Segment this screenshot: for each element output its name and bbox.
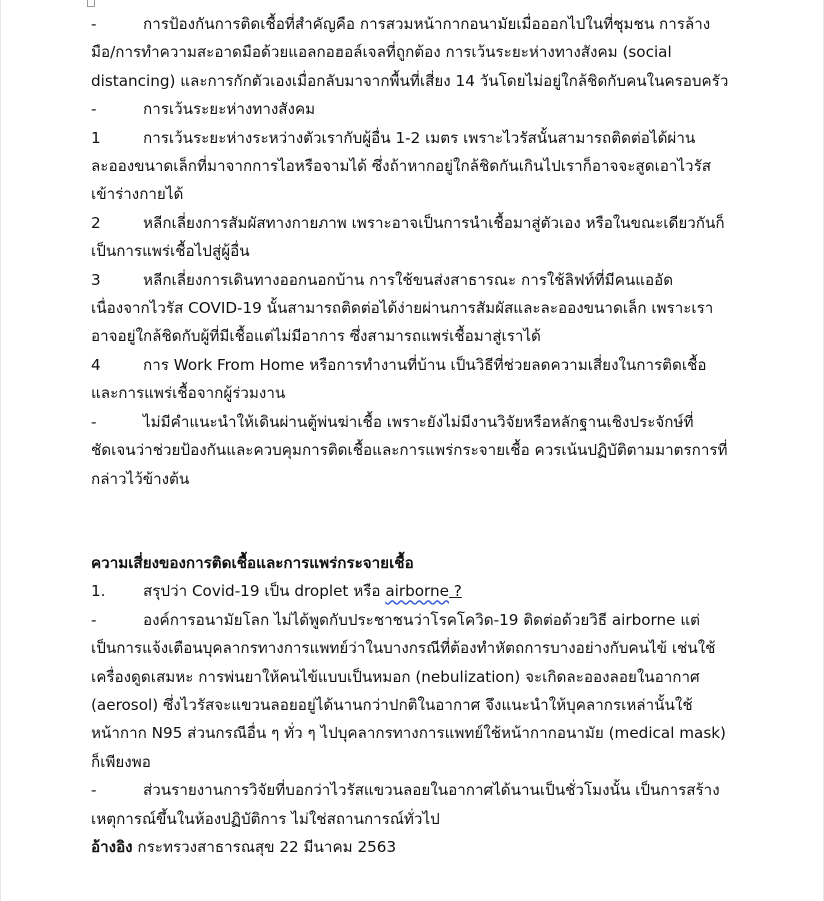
question-suffix: ? bbox=[448, 582, 462, 601]
bullet-marker: - bbox=[91, 15, 97, 33]
bullet-marker: - bbox=[91, 100, 97, 119]
number-marker: 3 bbox=[91, 270, 101, 289]
paragraph-item-2 bbox=[91, 209, 731, 266]
paragraph-text: ไม่มีคำแนะนำให้เดินผ่านตู้พ่นฆ่าเชื้อ เพราะยังไม่มีงานวิจัยหรือหลักฐานเชิงประจักษ์ที่ชัดเจนว่าช่วยป้องกันและควบคุมการติดเชื้อและการแพร่กระจายเชื้อ ควรเน้นปฏิบัติตามมาตรการที่กล่าวไว้ข้างต้น bbox=[91, 412, 728, 488]
paragraph-anchor-icon bbox=[87, 0, 95, 7]
bullet-marker: - bbox=[91, 412, 97, 431]
paragraph-item-3 bbox=[91, 266, 731, 351]
number-marker: 4 bbox=[91, 355, 101, 374]
question-prefix: สรุปว่า Covid-19 เป็น droplet หรือ bbox=[143, 582, 386, 601]
paragraph-text: หลีกเลี่ยงการเดินทางออกนอกบ้าน การใช้ขนส่งสาธารณะ การใช้ลิฟท์ที่มีคนแออัด เนื่องจากไวรัส COVID-19 นั้นสามารถติดต่อได้ง่ายผ่านการสัมผัสและละอองขนาดเล็ก เพราะเราอาจอยู่ใกล้ชิดกับผู้ที่มีเชื้อแต่ไม่มีอาการ ซึ่งสามารถแพร่เชื้อมาสู่เราได้ bbox=[91, 270, 714, 346]
document-body[interactable] bbox=[91, 10, 731, 861]
reference-line bbox=[91, 833, 731, 861]
blank-line bbox=[91, 521, 731, 549]
paragraph-question bbox=[91, 577, 731, 605]
bullet-marker: - bbox=[91, 610, 97, 629]
number-marker: 2 bbox=[91, 213, 101, 232]
reference-text: กระทรวงสาธารณสุข 22 มีนาคม 2563 bbox=[132, 837, 397, 856]
paragraph-text: การ Work From Home หรือการทำงานที่บ้าน เป็นวิธีที่ช่วยลดความเสี่ยงในการติดเชื้อและการแพร่เชื้อจากผู้ร่วมงาน bbox=[91, 355, 707, 403]
number-marker: 1. bbox=[91, 582, 106, 601]
airborne-word: airborne bbox=[385, 582, 449, 601]
blank-line bbox=[91, 493, 731, 521]
paragraph-social-distancing bbox=[91, 95, 731, 123]
paragraph-text: การเว้นระยะห่างระหว่างตัวเรากับผู้อื่น 1-2 เมตร เพราะไวรัสนั้นสามารถติดต่อได้ผ่านละอองขนาดเล็กที่มาจากการไอหรือจามได้ ซึ่งถ้าหากอยู่ใกล้ชิดกันเกินไปเราก็อาจจะสูดเอาไวรัสเข้าร่างกายได้ bbox=[91, 128, 712, 204]
paragraph-prevention bbox=[91, 10, 731, 95]
paragraph-who-airborne bbox=[91, 606, 731, 776]
paragraph-text: ส่วนรายงานการวิจัยที่บอกว่าไวรัสแขวนลอยในอากาศได้นานเป็นชั่วโมงนั้น เป็นการสร้างเหตุการณ์ขึ้นในห้องปฏิบัติการ ไม่ใช่สถานการณ์ทั่วไป bbox=[91, 781, 720, 828]
paragraph-item-1 bbox=[91, 124, 731, 209]
paragraph-text: การป้องกันการติดเชื้อที่สำคัญคือ การสวมหน้ากากอนามัยเมื่อออกไปในที่ชุมชน การล้างมือ/การทำความสะอาดมือด้วยแอลกอฮอล์เจลที่ถูกต้อง การเว้นระยะห่างทางสังคม (social distancing) และการกักตัวเองเมื่อกลับมาจากพื้นที่เสี่ยง 14 วันโดยไม่อยู่ใกล้ชิดกับคนในครอบครัว bbox=[91, 15, 729, 90]
paragraph-lab-research bbox=[91, 776, 731, 833]
paragraph-text: หลีกเลี่ยงการสัมผัสทางกายภาพ เพราะอาจเป็นการนำเชื้อมาสู่ตัวเอง หรือในขณะเดียวกันก็เป็นการแพร่เชื้อไปสู่ผู้อื่น bbox=[91, 213, 725, 261]
number-marker: 1 bbox=[91, 128, 101, 147]
paragraph-text: องค์การอนามัยโลก ไม่ได้พูดกับประชาชนว่าโรคโควิด-19 ติดต่อด้วยวิธี airborne แต่เป็นการแจ้งเตือนบุคลากรทางการแพทย์ว่าในบางกรณีที่ต้องทำหัตถการบางอย่างกับคนไข้ เช่นใช้เครื่องดูดเสมหะ การพ่นยาให้คนไข้แบบเป็นหมอก (nebulization) จะเกิดละอองลอยในอากาศ (aerosol) ซึ่งไวรัสจะแขวนลอยอยู่ได้นานกว่าปกติในอากาศ จึงแนะนำให้บุคลากรเหล่านั้นใช้หน้ากาก N95 ส่วนกรณีอื่น ๆ ทั่ว ๆ ไปบุคลากรทางการแพทย์ใช้หน้ากากอนามัย (medical mask) ก็เพียงพอ bbox=[91, 610, 726, 771]
paragraph-disinfection-booth bbox=[91, 408, 731, 493]
section-heading: ความเสี่ยงของการติดเชื้อและการแพร่กระจายเชื้อ bbox=[91, 553, 414, 572]
bullet-marker: - bbox=[91, 781, 97, 800]
reference-label: อ้างอิง bbox=[91, 837, 133, 856]
paragraph-item-4 bbox=[91, 351, 731, 408]
paragraph-text: การเว้นระยะห่างทางสังคม bbox=[143, 100, 316, 119]
